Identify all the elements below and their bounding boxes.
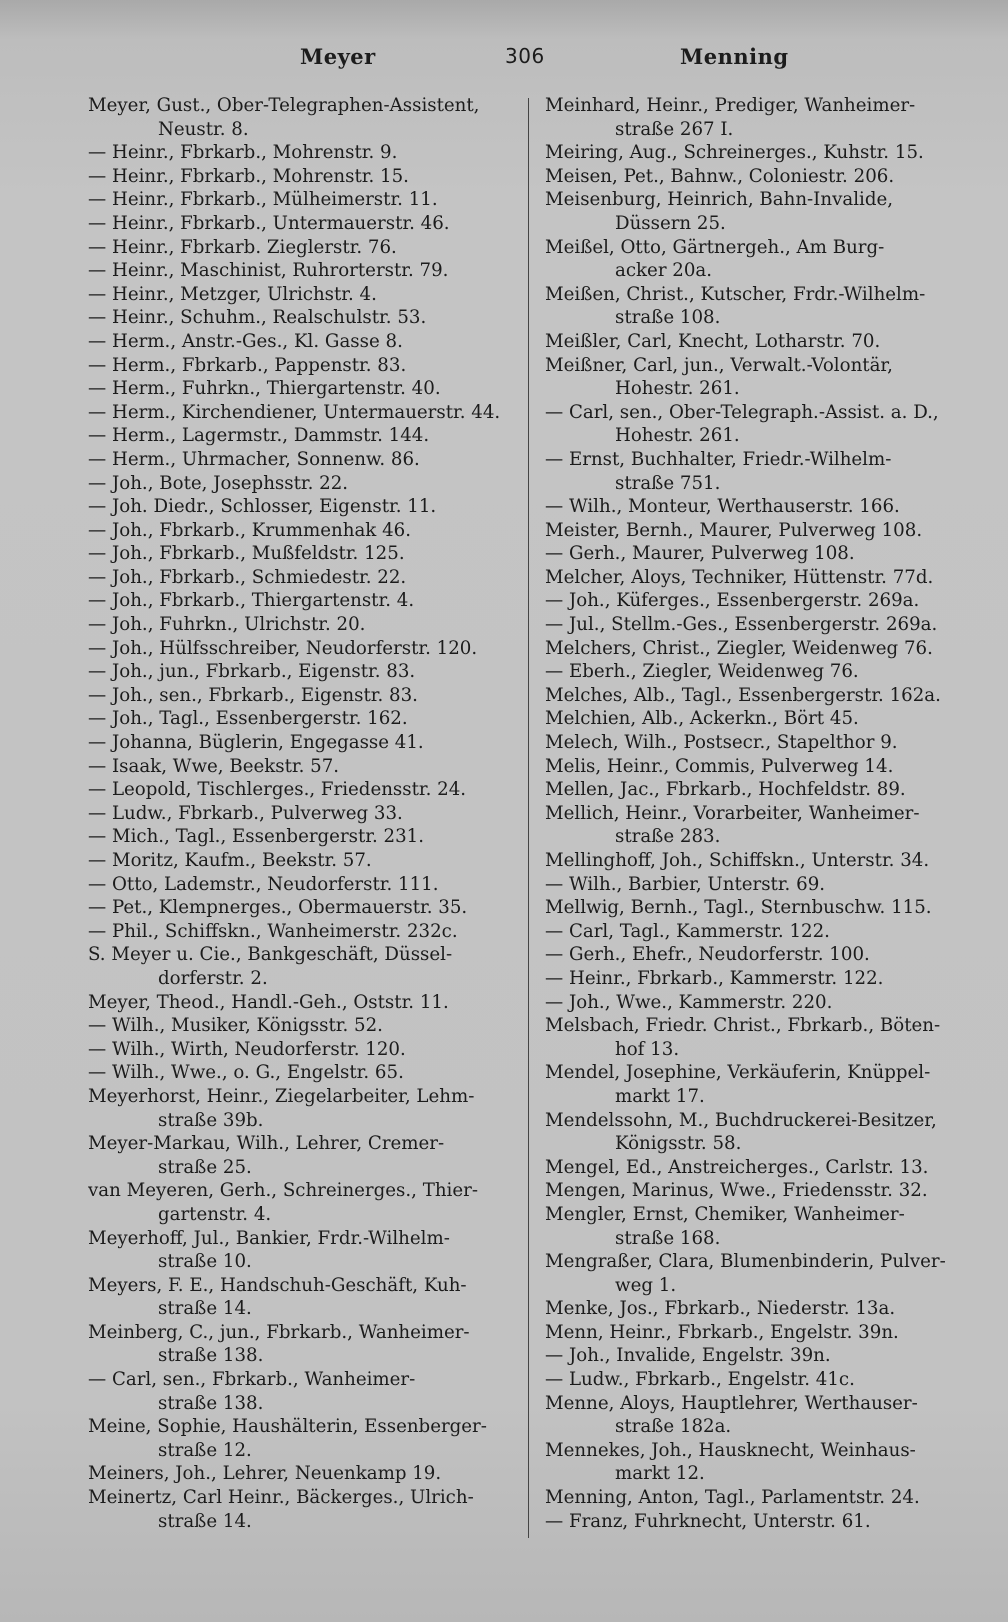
entry-line: Meißler, Carl, Knecht, Lotharstr. 70.	[545, 330, 881, 352]
entry-continuation-line: Düssern 25.	[615, 212, 726, 234]
entry-line: Mengel, Ed., Anstreicherges., Carlstr. 13.	[545, 1156, 929, 1178]
entry-line: — Joh., sen., Fbrkarb., Eigenstr. 83.	[88, 684, 418, 706]
entry-continuation-line: gartenstr. 4.	[158, 1203, 272, 1225]
entry-line: Meinhard, Heinr., Prediger, Wanheimer-	[545, 95, 916, 116]
entry-line: Mengler, Ernst, Chemiker, Wanheimer-	[545, 1203, 905, 1225]
entry-line: — Herm., Anstr.-Ges., Kl. Gasse 8.	[88, 330, 403, 352]
entry-line: — Herm., Kirchendiener, Untermauerstr. 44.	[88, 401, 501, 423]
entry-line: — Joh., Hülfsschreiber, Neudorferstr. 120.	[88, 637, 478, 659]
entry-line: — Heinr., Fbrkarb., Untermauerstr. 46.	[88, 212, 450, 234]
entry-line: — Jul., Stellm.-Ges., Essenbergerstr. 269a.	[545, 614, 938, 636]
entry-line: — Joh., Fbrkarb., Thiergartenstr. 4.	[88, 590, 415, 612]
entry-continuation-line: Neustr. 8.	[158, 118, 249, 140]
entry-line: — Herm., Lagermstr., Dammstr. 144.	[88, 425, 430, 447]
entry-line: — Leopold, Tischlerges., Friedensstr. 24.	[88, 779, 467, 801]
entry-line: Menn, Heinr., Fbrkarb., Engelstr. 39n.	[545, 1321, 899, 1343]
entry-line: — Ludw., Fbrkarb., Engelstr. 41c.	[545, 1369, 855, 1391]
entry-continuation-line: straße 168.	[615, 1227, 721, 1249]
entry-line: Meiring, Aug., Schreinerges., Kuhstr. 15.	[545, 142, 924, 164]
entry-line: — Joh., Fbrkarb., Schmiedestr. 22.	[88, 566, 407, 588]
page-number: 306	[505, 44, 545, 68]
entry-line: — Heinr., Maschinist, Ruhrorterstr. 79.	[88, 260, 449, 282]
entry-line: Meinertz, Carl Heinr., Bäckerges., Ulrich-	[88, 1487, 474, 1509]
entry-continuation-line: markt 17.	[615, 1085, 705, 1107]
entry-continuation-line: straße 108.	[615, 307, 721, 329]
entry-line: Meisenburg, Heinrich, Bahn-Invalide,	[545, 189, 894, 211]
entry-line: Meine, Sophie, Haushälterin, Essenberger-	[88, 1416, 487, 1438]
entry-line: — Isaak, Wwe, Beekstr. 57.	[88, 755, 340, 777]
entry-continuation-line: straße 14.	[158, 1298, 252, 1320]
entry-line: Mellich, Heinr., Vorarbeiter, Wanheimer-	[545, 802, 920, 824]
entry-line: Meyerhorst, Heinr., Ziegelarbeiter, Lehm-	[88, 1085, 475, 1107]
entry-line: — Joh., jun., Fbrkarb., Eigenstr. 83.	[88, 661, 416, 683]
entry-continuation-line: Hohestr. 261.	[615, 378, 740, 400]
entry-line: — Phil., Schiffskn., Wanheimerstr. 232c.	[88, 920, 458, 942]
entry-line: Mendelssohn, M., Buchdruckerei-Besitzer,	[545, 1109, 937, 1131]
entry-line: Mengraßer, Clara, Blumenbinderin, Pulver-	[545, 1251, 946, 1273]
entry-line: — Johanna, Büglerin, Engegasse 41.	[88, 732, 424, 754]
entry-line: — Wilh., Musiker, Königsstr. 52.	[88, 1015, 383, 1037]
entry-line: — Joh., Küferges., Essenbergerstr. 269a.	[545, 590, 920, 612]
entry-line: — Joh., Bote, Josephsstr. 22.	[88, 472, 349, 494]
column-divider	[528, 98, 529, 1538]
entry-line: — Herm., Uhrmacher, Sonnenw. 86.	[88, 448, 420, 470]
entry-line: — Heinr., Fbrkarb. Zieglerstr. 76.	[88, 236, 397, 258]
entry-continuation-line: dorferstr. 2.	[158, 967, 268, 989]
entry-line: — Ludw., Fbrkarb., Pulverweg 33.	[88, 802, 403, 824]
entry-continuation-line: straße 14.	[158, 1510, 252, 1532]
entry-line: — Otto, Lademstr., Neudorferstr. 111.	[88, 873, 439, 895]
entry-line: Meister, Bernh., Maurer, Pulverweg 108.	[545, 519, 923, 541]
entry-line: Melech, Wilh., Postsecr., Stapelthor 9.	[545, 732, 898, 754]
entry-line: — Wilh., Barbier, Unterstr. 69.	[545, 873, 826, 895]
entry-line: Mellinghoff, Joh., Schiffskn., Unterstr. 34.	[545, 850, 930, 871]
entry-line: — Herm., Fuhrkn., Thiergartenstr. 40.	[88, 378, 441, 400]
entry-line: — Heinr., Fbrkarb., Mülheimerstr. 11.	[88, 189, 438, 211]
entry-continuation-line: straße 138.	[158, 1345, 264, 1367]
entry-continuation-line: straße 751.	[615, 472, 721, 494]
entry-line: — Joh., Invalide, Engelstr. 39n.	[545, 1345, 831, 1367]
entry-line: — Carl, sen., Ober-Telegraph.-Assist. a. D.,	[545, 401, 939, 423]
entry-line: — Carl, Tagl., Kammerstr. 122.	[545, 920, 830, 942]
entry-line: — Franz, Fuhrknecht, Unterstr. 61.	[545, 1510, 871, 1532]
entry-line: — Joh., Tagl., Essenbergerstr. 162.	[88, 708, 408, 730]
entry-line: — Wilh., Monteur, Werthauserstr. 166.	[545, 496, 900, 518]
entry-line: Mengen, Marinus, Wwe., Friedensstr. 32.	[545, 1180, 928, 1202]
entry-line: Meyer-Markau, Wilh., Lehrer, Cremer-	[88, 1133, 445, 1155]
entry-line: — Moritz, Kaufm., Beekstr. 57.	[88, 850, 372, 871]
entry-line: Melches, Alb., Tagl., Essenbergerstr. 162a.	[545, 684, 941, 706]
entry-continuation-line: Hohestr. 261.	[615, 425, 740, 447]
entry-line: Meisen, Pet., Bahnw., Coloniestr. 206.	[545, 165, 895, 187]
entry-line: Melchers, Christ., Ziegler, Weidenweg 76.	[545, 637, 933, 659]
entry-line: — Wilh., Wwe., o. G., Engelstr. 65.	[88, 1062, 404, 1084]
entry-line: Melis, Heinr., Commis, Pulverweg 14.	[545, 755, 894, 777]
entry-continuation-line: Königsstr. 58.	[615, 1133, 742, 1155]
page-header	[0, 40, 1008, 80]
entry-line: — Pet., Klempnerges., Obermauerstr. 35.	[88, 897, 468, 919]
right-column	[545, 94, 977, 1533]
entry-line: — Heinr., Schuhm., Realschulstr. 53.	[88, 307, 427, 329]
entry-continuation-line: weg 1.	[615, 1274, 677, 1296]
entry-line: Meyers, F. E., Handschuh-Geschäft, Kuh-	[88, 1274, 467, 1296]
entry-line: Meißner, Carl, jun., Verwalt.-Volontär,	[545, 354, 893, 376]
entry-continuation-line: straße 138.	[158, 1392, 264, 1414]
entry-line: — Joh., Fbrkarb., Mußfeldstr. 125.	[88, 543, 405, 565]
entry-line: — Eberh., Ziegler, Weidenweg 76.	[545, 661, 859, 683]
entry-continuation-line: straße 12.	[158, 1439, 252, 1461]
entry-line: — Carl, sen., Fbrkarb., Wanheimer-	[88, 1369, 416, 1391]
entry-line: Meinberg, C., jun., Fbrkarb., Wanheimer-	[88, 1321, 470, 1343]
entry-line: — Heinr., Fbrkarb., Mohrenstr. 9.	[88, 142, 398, 164]
entry-line: — Joh., Fuhrkn., Ulrichstr. 20.	[88, 614, 366, 636]
entry-line: — Ernst, Buchhalter, Friedr.-Wilhelm-	[545, 448, 892, 470]
entry-line: S. Meyer u. Cie., Bankgeschäft, Düssel-	[88, 944, 453, 966]
entry-line: van Meyeren, Gerh., Schreinerges., Thier-	[88, 1180, 478, 1202]
entry-line: Mendel, Josephine, Verkäuferin, Knüppel-	[545, 1062, 931, 1084]
entry-line: Melcher, Aloys, Techniker, Hüttenstr. 77d.	[545, 566, 934, 588]
entry-line: Meiners, Joh., Lehrer, Neuenkamp 19.	[88, 1463, 442, 1485]
entry-line: Melsbach, Friedr. Christ., Fbrkarb., Böten-	[545, 1015, 941, 1037]
entry-line: — Herm., Fbrkarb., Pappenstr. 83.	[88, 354, 407, 376]
entry-line: — Joh., Fbrkarb., Krummenhak 46.	[88, 519, 412, 541]
entry-continuation-line: markt 12.	[615, 1463, 705, 1485]
entry-line: — Mich., Tagl., Essenbergerstr. 231.	[88, 826, 425, 848]
entry-continuation-line: straße 25.	[158, 1156, 252, 1178]
entry-line: Meyer, Theod., Handl.-Geh., Oststr. 11.	[88, 991, 449, 1013]
entry-line: — Heinr., Fbrkarb., Mohrenstr. 15.	[88, 165, 409, 187]
left-column	[88, 94, 518, 1533]
entry-line: — Gerh., Ehefr., Neudorferstr. 100.	[545, 944, 870, 966]
entry-continuation-line: straße 39b.	[158, 1109, 264, 1131]
entry-line: — Heinr., Fbrkarb., Kammerstr. 122.	[545, 967, 884, 989]
entry-line: Menne, Aloys, Hauptlehrer, Werthauser-	[545, 1392, 918, 1414]
entry-line: Menke, Jos., Fbrkarb., Niederstr. 13a.	[545, 1298, 896, 1320]
entry-line: Menning, Anton, Tagl., Parlamentstr. 24.	[545, 1487, 920, 1509]
entry-line: Melchien, Alb., Ackerkn., Bört 45.	[545, 708, 859, 730]
entry-line: Meyer, Gust., Ober-Telegraphen-Assistent,	[88, 95, 480, 116]
entry-line: Meyerhoff, Jul., Bankier, Frdr.-Wilhelm-	[88, 1227, 450, 1249]
entry-line: Meißen, Christ., Kutscher, Frdr.-Wilhelm-	[545, 283, 926, 305]
entry-line: — Heinr., Metzger, Ulrichstr. 4.	[88, 283, 377, 305]
entry-line: Mellwig, Bernh., Tagl., Sternbuschw. 115.	[545, 897, 932, 919]
entry-continuation-line: straße 267 I.	[615, 118, 734, 140]
entry-continuation-line: hof 13.	[615, 1038, 680, 1060]
entry-line: — Joh. Diedr., Schlosser, Eigenstr. 11.	[88, 496, 437, 518]
entry-line: Mennekes, Joh., Hausknecht, Weinhaus-	[545, 1439, 916, 1461]
header-left-keyword: Meyer	[300, 44, 376, 69]
entry-line: — Gerh., Maurer, Pulverweg 108.	[545, 543, 855, 565]
entry-continuation-line: acker 20a.	[615, 260, 713, 282]
header-right-keyword: Menning	[680, 44, 789, 69]
entry-continuation-line: straße 182a.	[615, 1416, 732, 1438]
entry-line: Mellen, Jac., Fbrkarb., Hochfeldstr. 89.	[545, 779, 906, 801]
entry-line: Meißel, Otto, Gärtnergeh., Am Burg-	[545, 236, 885, 258]
entry-line: — Wilh., Wirth, Neudorferstr. 120.	[88, 1038, 406, 1060]
entry-line: — Joh., Wwe., Kammerstr. 220.	[545, 991, 833, 1013]
entry-continuation-line: straße 10.	[158, 1251, 252, 1273]
entry-continuation-line: straße 283.	[615, 826, 721, 848]
